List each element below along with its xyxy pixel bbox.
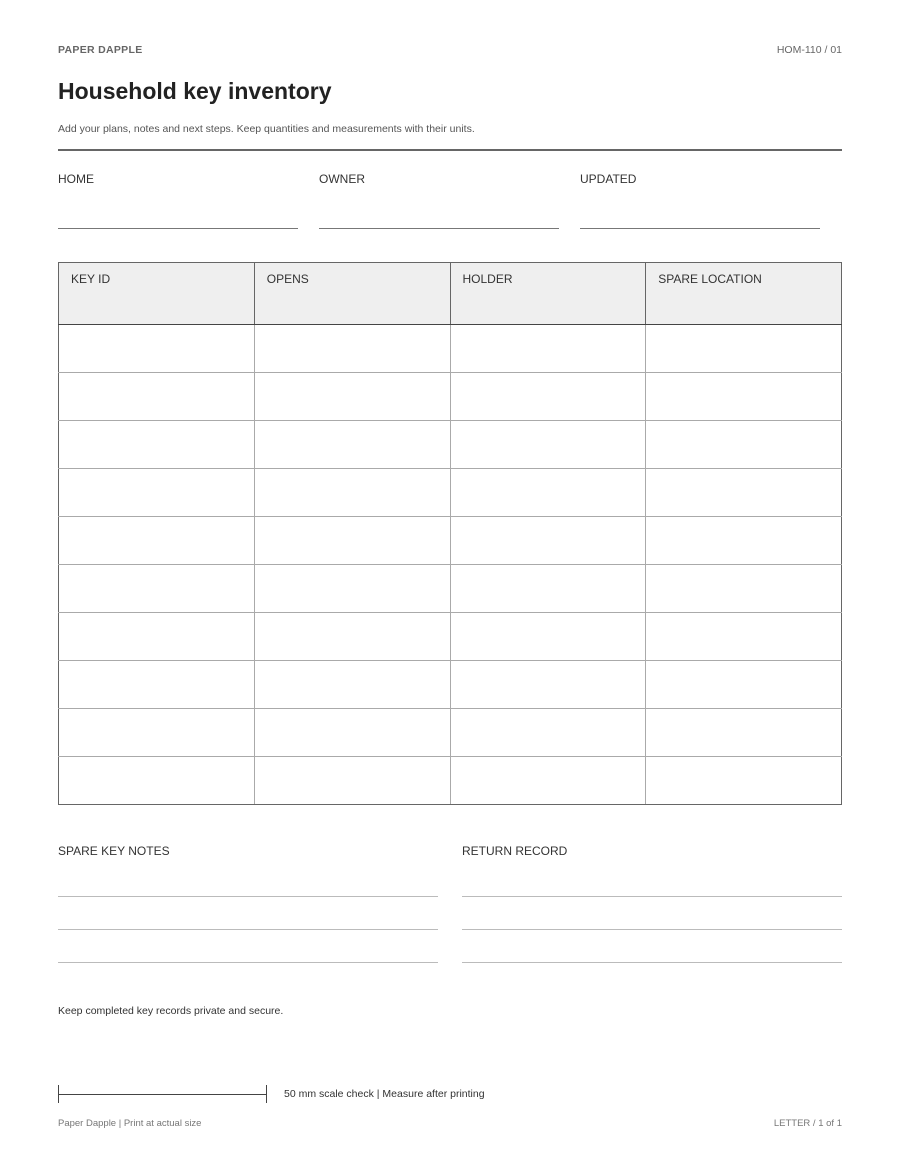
table-cell-key-id[interactable]: [59, 565, 255, 613]
table-cell-opens[interactable]: [254, 373, 450, 421]
table-cell-opens[interactable]: [254, 565, 450, 613]
owner-field-label: OWNER: [319, 172, 365, 186]
table-cell-opens[interactable]: [254, 661, 450, 709]
page-subtitle: Add your plans, notes and next steps. Keep quantities and measurements with their units.: [58, 123, 475, 135]
page-title: Household key inventory: [58, 78, 332, 104]
table-header-row: [59, 263, 842, 325]
table-cell-holder[interactable]: [450, 565, 646, 613]
table-row: [59, 373, 842, 421]
table-cell-holder[interactable]: [450, 757, 646, 805]
table-cell-spare-location[interactable]: [646, 709, 842, 757]
table-cell-key-id[interactable]: [59, 709, 255, 757]
scale-line: [58, 1094, 267, 1095]
table-cell-key-id[interactable]: [59, 373, 255, 421]
updated-field-label: UPDATED: [580, 172, 637, 186]
spare-key-notes-section: [58, 844, 438, 858]
table-cell-holder[interactable]: [450, 709, 646, 757]
scale-bar: [58, 1085, 268, 1103]
table-cell-opens[interactable]: [254, 325, 450, 373]
table-cell-spare-location[interactable]: [646, 757, 842, 805]
table-cell-holder[interactable]: [450, 325, 646, 373]
note-line[interactable]: [462, 929, 842, 930]
table-cell-spare-location[interactable]: [646, 661, 842, 709]
footer-left: Paper Dapple | Print at actual size: [58, 1118, 202, 1129]
note-line[interactable]: [58, 962, 438, 963]
table-row: [59, 661, 842, 709]
table-cell-key-id[interactable]: [59, 613, 255, 661]
table-row: [59, 613, 842, 661]
table-cell-spare-location[interactable]: [646, 325, 842, 373]
table-cell-key-id[interactable]: [59, 325, 255, 373]
table-cell-key-id[interactable]: [59, 469, 255, 517]
table-cell-opens[interactable]: [254, 709, 450, 757]
home-field-line[interactable]: [58, 228, 298, 229]
column-header-opens: OPENS: [254, 263, 450, 325]
key-inventory-table: [58, 262, 842, 805]
updated-field-line[interactable]: [580, 228, 820, 229]
return-record-label: RETURN RECORD: [462, 844, 568, 858]
table-row: [59, 565, 842, 613]
table-cell-spare-location[interactable]: [646, 613, 842, 661]
table-cell-key-id[interactable]: [59, 661, 255, 709]
table-cell-opens[interactable]: [254, 517, 450, 565]
return-record-section: [462, 844, 842, 858]
table-cell-key-id[interactable]: [59, 517, 255, 565]
table-cell-spare-location[interactable]: [646, 565, 842, 613]
note-line[interactable]: [462, 962, 842, 963]
spare-key-notes-label: SPARE KEY NOTES: [58, 844, 170, 858]
column-header-holder: HOLDER: [450, 263, 646, 325]
owner-field[interactable]: [319, 172, 559, 186]
home-field-label: HOME: [58, 172, 94, 186]
column-header-key-id: KEY ID: [59, 263, 255, 325]
table-cell-holder[interactable]: [450, 613, 646, 661]
table-cell-key-id[interactable]: [59, 757, 255, 805]
table-cell-spare-location[interactable]: [646, 469, 842, 517]
table-cell-opens[interactable]: [254, 469, 450, 517]
table-row: [59, 421, 842, 469]
note-line[interactable]: [462, 896, 842, 897]
table-row: [59, 709, 842, 757]
table-cell-holder[interactable]: [450, 373, 646, 421]
table-cell-opens[interactable]: [254, 613, 450, 661]
table-cell-holder[interactable]: [450, 421, 646, 469]
owner-field-line[interactable]: [319, 228, 559, 229]
scale-check-text: 50 mm scale check | Measure after printing: [284, 1088, 485, 1100]
home-field[interactable]: [58, 172, 298, 186]
brand-name: PAPER DAPPLE: [58, 44, 143, 56]
table-cell-spare-location[interactable]: [646, 421, 842, 469]
privacy-footnote: Keep completed key records private and secure.: [58, 1005, 284, 1017]
form-code: HOM-110 / 01: [776, 44, 842, 56]
footer-right: LETTER / 1 of 1: [773, 1118, 842, 1129]
header-rule: [58, 149, 842, 151]
table-cell-holder[interactable]: [450, 469, 646, 517]
updated-field[interactable]: [580, 172, 820, 186]
table-row: [59, 469, 842, 517]
table-row: [59, 325, 842, 373]
table-cell-key-id[interactable]: [59, 421, 255, 469]
table-row: [59, 757, 842, 805]
scale-tick-right: [266, 1085, 267, 1103]
table-cell-opens[interactable]: [254, 757, 450, 805]
table-cell-opens[interactable]: [254, 421, 450, 469]
table-row: [59, 517, 842, 565]
column-header-spare-location: SPARE LOCATION: [646, 263, 842, 325]
table-cell-holder[interactable]: [450, 661, 646, 709]
table-cell-holder[interactable]: [450, 517, 646, 565]
table-cell-spare-location[interactable]: [646, 373, 842, 421]
table-cell-spare-location[interactable]: [646, 517, 842, 565]
note-line[interactable]: [58, 896, 438, 897]
note-line[interactable]: [58, 929, 438, 930]
